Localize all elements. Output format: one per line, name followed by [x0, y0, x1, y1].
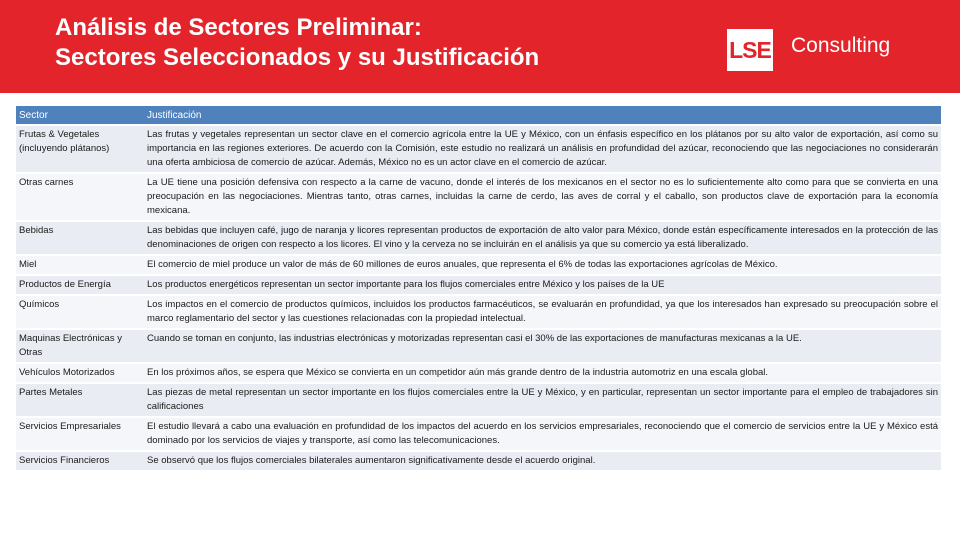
title-line-2: Sectores Seleccionados y su Justificación	[55, 44, 540, 71]
sector-cell: Otras carnes	[16, 173, 144, 221]
title-line-1: Análisis de Sectores Preliminar:	[55, 14, 422, 41]
table-row	[16, 173, 941, 221]
table-row	[16, 221, 941, 255]
header-sector: Sector	[16, 106, 144, 125]
header-banner	[0, 0, 960, 93]
justification-cell: Las bebidas que incluyen café, jugo de naranja y licores representan productos de exportación de alto valor para México, donde están específicamente interesados en la protección de las denominaciones de origen con respecto a los licores. El vino y la cerveza no se incluirán en el análisis ya que su comercio ya está liberalizado.	[144, 221, 941, 255]
justification-cell: Las frutas y vegetales representan un sector clave en el comercio agrícola entre la UE y México, con un énfasis específico en los plátanos por su alto valor de exportación, así como su importancia en las regiones exteriores. De acuerdo con la Comisión, este estudio no realizará un análisis en profundidad del azúcar, reconociendo que las negociaciones no considerarán una oferta ambiciosa de comercio de azúcar. Además, México no es un actor clave en el comercio de azúcar.	[144, 125, 941, 173]
sector-cell: Vehículos Motorizados	[16, 363, 144, 383]
sector-cell: Productos de Energía	[16, 275, 144, 295]
sector-cell: Bebidas	[16, 221, 144, 255]
justification-cell: Los impactos en el comercio de productos químicos, incluidos los productos farmacéuticos, se evaluarán en profundidad, ya que los interesados han expresado su preocupación sobre el marco reglamentario del sector y las cuestiones relacionadas con la propiedad intelectual.	[144, 295, 941, 329]
table-row	[16, 125, 941, 173]
table-row	[16, 417, 941, 451]
header-justification: Justificación	[144, 106, 941, 125]
justification-cell: Se observó que los flujos comerciales bilaterales aumentaron significativamente desde el acuerdo original.	[144, 451, 941, 470]
justification-cell: En los próximos años, se espera que México se convierta en un competidor aún más grande dentro de la industria automotriz en una escala global.	[144, 363, 941, 383]
lse-logo: LSE	[727, 29, 773, 71]
sector-cell: Químicos	[16, 295, 144, 329]
logo-text: Consulting	[791, 34, 891, 57]
page-title	[55, 13, 539, 73]
table-row	[16, 451, 941, 470]
table-row	[16, 295, 941, 329]
justification-cell: Las piezas de metal representan un sector importante en los flujos comerciales entre la UE y México, y en particular, representan un sector importante para el empleo de trabajadores sin calificaciones	[144, 383, 941, 417]
sector-cell: Partes Metales	[16, 383, 144, 417]
table-row	[16, 255, 941, 275]
sectors-table	[16, 106, 941, 470]
sector-cell: Servicios Empresariales	[16, 417, 144, 451]
table-row	[16, 329, 941, 363]
sector-cell: Miel	[16, 255, 144, 275]
justification-cell: El estudio llevará a cabo una evaluación en profundidad de los impactos del acuerdo en los servicios empresariales, reconociendo que el comercio de servicios entre la UE y México está dominado por los servicios de viajes y transporte, así como las telecomunicaciones.	[144, 417, 941, 451]
justification-cell: Los productos energéticos representan un sector importante para los flujos comerciales entre México y los países de la UE	[144, 275, 941, 295]
justification-cell: Cuando se toman en conjunto, las industrias electrónicas y motorizadas representan casi el 30% de las exportaciones de manufacturas mexicanas a la UE.	[144, 329, 941, 363]
table-header-row	[16, 106, 941, 125]
table-row	[16, 383, 941, 417]
justification-cell: El comercio de miel produce un valor de más de 60 millones de euros anuales, que representa el 6% de todas las exportaciones agrícolas de México.	[144, 255, 941, 275]
sector-cell: Servicios Financieros	[16, 451, 144, 470]
table-row	[16, 363, 941, 383]
sector-cell: Frutas & Vegetales (incluyendo plátanos)	[16, 125, 144, 173]
table-row	[16, 275, 941, 295]
justification-cell: La UE tiene una posición defensiva con respecto a la carne de vacuno, donde el interés de los mexicanos en el sector no es lo suficientemente alto como para que se convierta en una preocupación en las negociaciones. Mientras tanto, otras carnes, incluidas la carne de cerdo, las aves de corral y el caballo, son productos clave de exportación para la economía mexicana.	[144, 173, 941, 221]
sector-cell: Maquinas Electrónicas y Otras	[16, 329, 144, 363]
